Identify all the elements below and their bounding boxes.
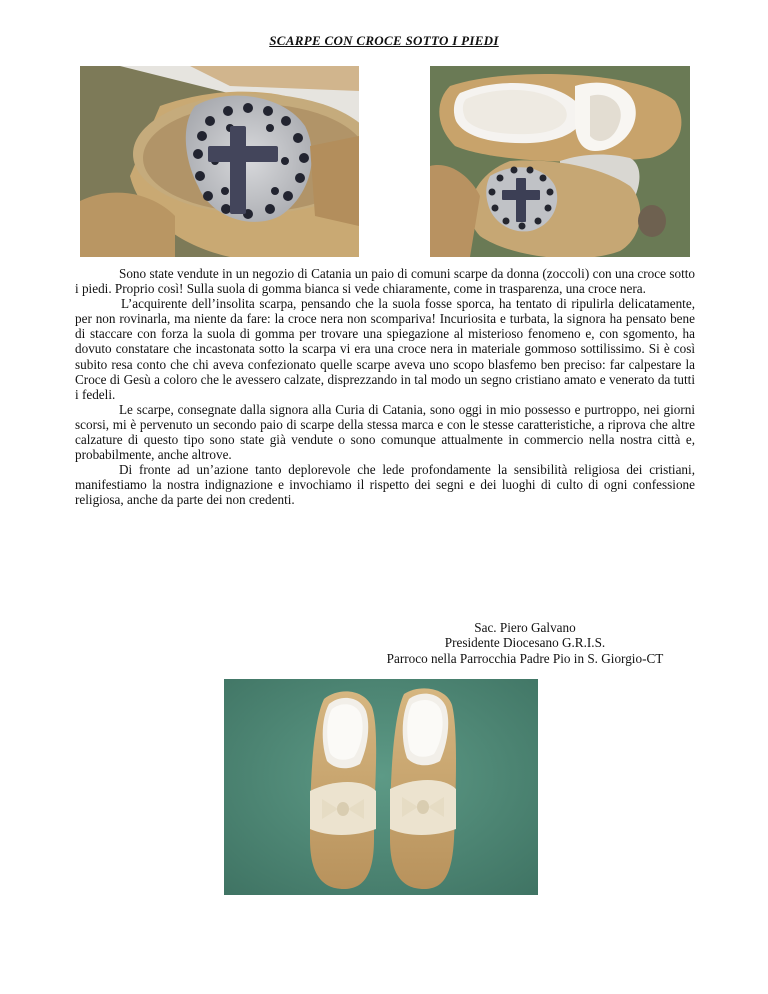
signature-name: Sac. Piero Galvano [474, 620, 576, 635]
page-title: SCARPE CON CROCE SOTTO I PIEDI [269, 33, 499, 48]
paragraph: L’acquirente dell’insolita scarpa, pensando che la suola fosse sporca, ha tentato di ripulirla delicatamente, per non rovinarla, ma niente da fare: la croce nera non scompariva! Incuriosita e turbata, la signora ha pensato bene di staccare con forza la suola di gomma per trovare una spiegazione al misterioso fenomeno e, con sgomento, ha dovuto constatare che incastonata sotto la scarpa vi era una croce nera in materiale gommoso sottilissimo. Si è così subito resa conto che chi aveva confezionato quelle scarpe aveva uno scopo blasfemo ben preciso: far calpestare la Croce di Gesù a coloro che le avessero calzate, disprezzando in tal modo un segno cristiano amato e venerato da tutti i fedeli. [75, 296, 695, 402]
signature-parish: Parroco nella Parrocchia Padre Pio in S. Giorgio-CT [386, 650, 664, 666]
paragraph: Sono state vendute in un negozio di Catania un paio di comuni scarpe da donna (zoccoli) con una croce sotto i piedi. Proprio così! Sulla suola di gomma bianca si vede chiaramente, come in trasparenza, una croce nera. [75, 266, 695, 297]
paragraph: Di fronte ad un’azione tanto deplorevole che lede profondamente la sensibilità religiosa dei cristiani, manifestiamo la nostra indignazione e invochiamo il rispetto dei segni e dei luoghi di culto di ogni confessione religiosa, anche da parte dei non credenti. [75, 462, 695, 508]
photo-pair-of-shoes [224, 679, 538, 895]
signature-block [330, 620, 720, 666]
photo-shoe-sole-with-cross [80, 66, 359, 257]
signature-role: Presidente Diocesano G.R.I.S. [444, 635, 606, 651]
paragraph: Le scarpe, consegnate dalla signora alla Curia di Catania, sono oggi in mio possesso e purtroppo, nei giorni scorsi, mi è pervenuto un secondo paio di scarpe della stessa marca e con le stesse caratteristiche, a riprova che altre calzature di questo tipo sono state già vendute o sono comunque attualmente in commercio nella nostra città e, probabilmente, anche altrove. [75, 401, 695, 463]
photo-shoe-top-and-sole [430, 66, 690, 257]
article-body [75, 266, 695, 508]
